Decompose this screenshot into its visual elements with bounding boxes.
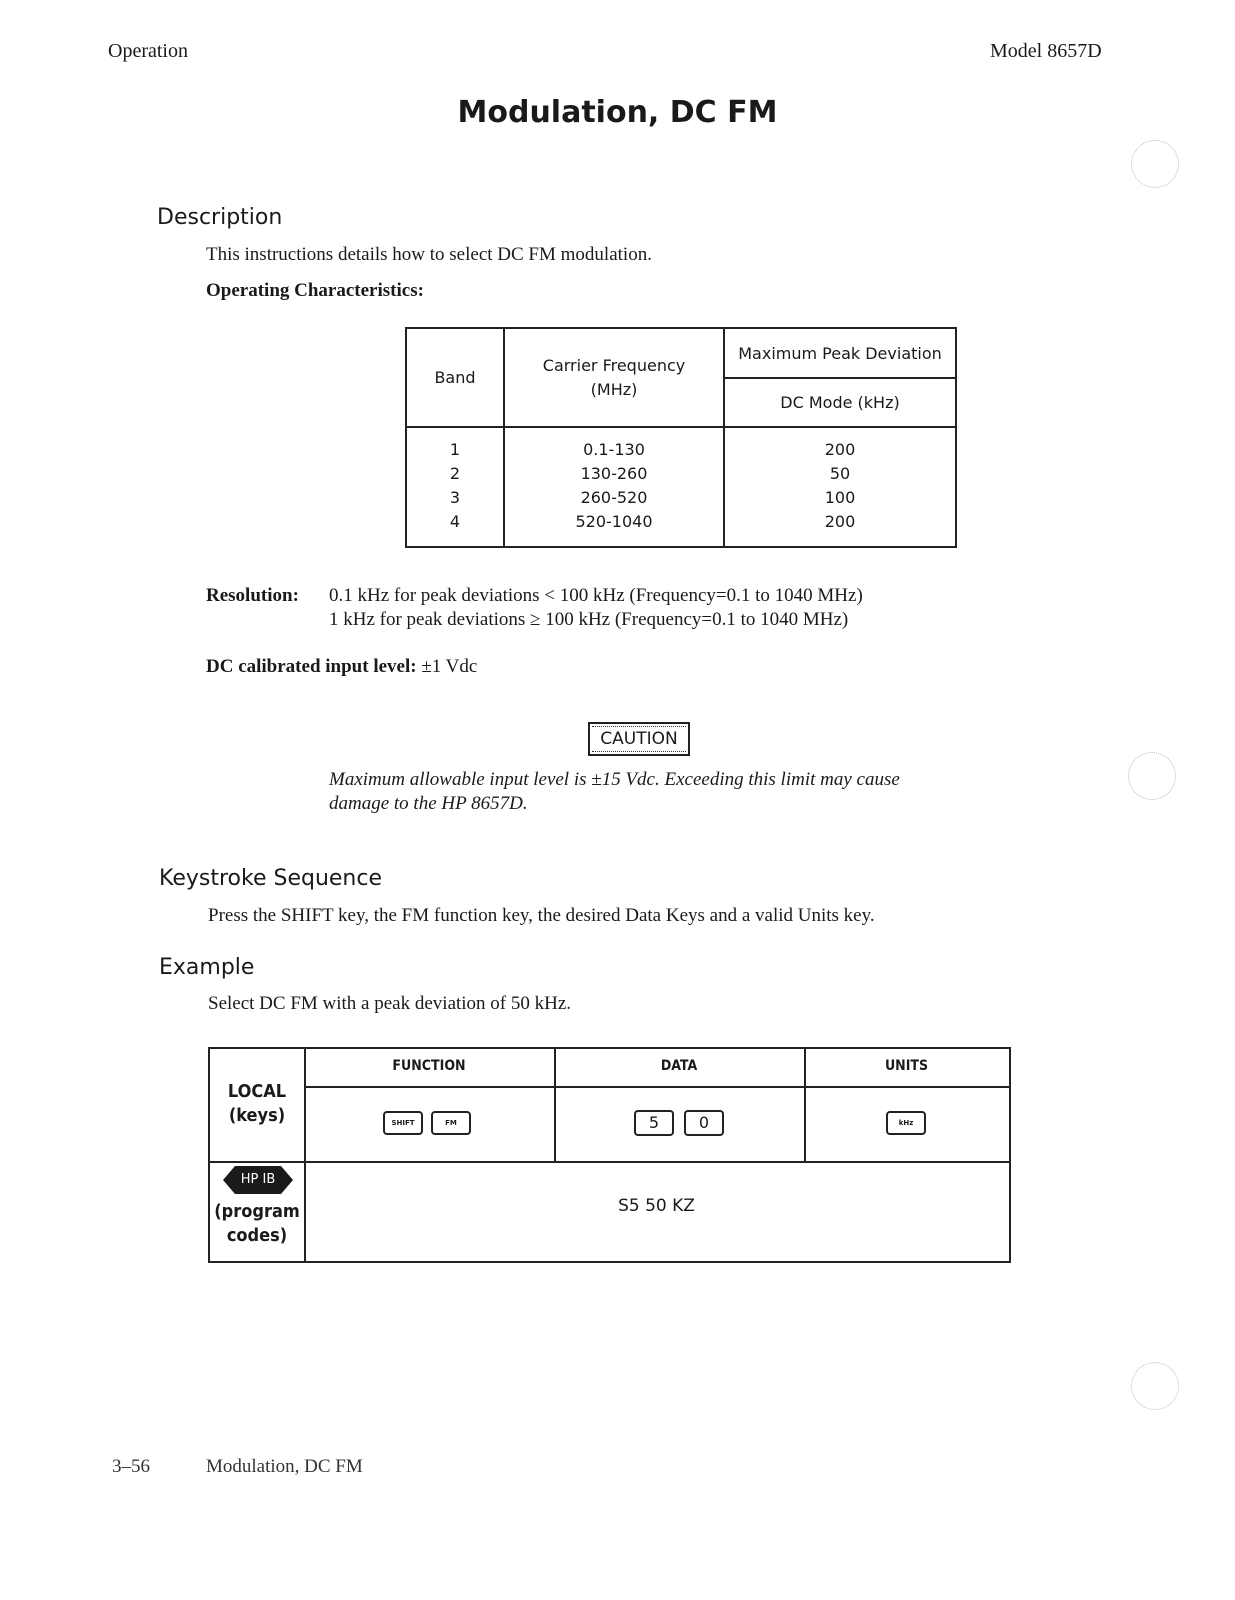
footer-title: Modulation, DC FM — [206, 1456, 363, 1477]
caution-text-line1: Maximum allowable input level is ±15 Vdc. Exceeding this limit may cause — [329, 769, 900, 790]
caution-badge: CAUTION — [588, 722, 690, 756]
units-header: UNITS — [884, 1058, 929, 1074]
description-text: This instructions details how to select DC FM modulation. — [206, 244, 652, 265]
example-text: Select DC FM with a peak deviation of 50 kHz. — [208, 993, 572, 1014]
binder-hole-middle — [1128, 752, 1176, 800]
band-column — [406, 427, 504, 547]
hpib-label: HP IB — [240, 1172, 276, 1187]
local-keys-label — [210, 1080, 304, 1128]
shift-key-icon: SHIFT — [383, 1111, 423, 1135]
dc-input-level — [206, 656, 477, 678]
carrier-header-line2: (MHz) — [590, 379, 638, 399]
keystroke-heading: Keystroke Sequence — [159, 866, 382, 891]
table-row: 1 — [449, 440, 461, 459]
program-code-value: S5 50 KZ — [618, 1196, 695, 1216]
data-key-5-icon: 5 — [634, 1110, 674, 1136]
table-row: 4 — [449, 512, 461, 531]
data-key-0-icon: 0 — [684, 1110, 724, 1136]
program-codes-label — [210, 1200, 304, 1248]
carrier-frequency-header — [504, 328, 724, 427]
table-row: 130-260 — [580, 464, 648, 483]
data-header: DATA — [660, 1058, 698, 1074]
program-label-line1: (program — [214, 1201, 300, 1222]
footer-page-number: 3–56 — [112, 1456, 150, 1477]
table-row: 200 — [824, 512, 856, 531]
local-label-line1: LOCAL — [227, 1081, 287, 1102]
table-row: 2 — [449, 464, 461, 483]
table-row: 50 — [829, 464, 851, 483]
dc-mode-header: DC Mode (kHz) — [724, 378, 956, 427]
function-header: FUNCTION — [392, 1058, 466, 1074]
program-label-line2: codes) — [226, 1225, 288, 1246]
table-row: 520-1040 — [575, 512, 653, 531]
table-row: 0.1-130 — [583, 440, 645, 459]
operating-characteristics-label: Operating Characteristics: — [206, 280, 424, 301]
table-row: 100 — [824, 488, 856, 507]
example-heading: Example — [159, 955, 255, 980]
table-divider — [304, 1049, 306, 1261]
table-row: 3 — [449, 488, 461, 507]
resolution-label: Resolution: — [206, 585, 299, 606]
max-peak-deviation-header: Maximum Peak Deviation — [724, 328, 956, 378]
example-keys-table — [208, 1047, 1011, 1263]
resolution-line1: 0.1 kHz for peak deviations < 100 kHz (Frequency=0.1 to 1040 MHz) — [329, 585, 863, 606]
table-divider — [306, 1086, 1009, 1088]
table-row: 200 — [824, 440, 856, 459]
carrier-column — [504, 427, 724, 547]
khz-key-icon: kHz — [886, 1111, 926, 1135]
local-label-line2: (keys) — [228, 1105, 286, 1126]
binder-hole-top — [1131, 140, 1179, 188]
carrier-header-line1: Carrier Frequency — [542, 355, 686, 375]
binder-hole-bottom — [1131, 1362, 1179, 1410]
dc-input-value: ±1 Vdc — [421, 656, 478, 677]
resolution-line2: 1 kHz for peak deviations ≥ 100 kHz (Frequency=0.1 to 1040 MHz) — [329, 609, 849, 630]
description-heading: Description — [157, 205, 283, 230]
dc-input-label: DC calibrated input level: — [206, 656, 417, 677]
deviation-column — [724, 427, 956, 547]
keystroke-text: Press the SHIFT key, the FM function key, the desired Data Keys and a valid Units key. — [208, 905, 875, 926]
running-header-section: Operation — [108, 40, 188, 62]
table-divider — [210, 1161, 1009, 1163]
operating-characteristics-table — [405, 327, 957, 548]
caution-text-line2: damage to the HP 8657D. — [329, 793, 528, 814]
fm-key-icon: FM — [431, 1111, 471, 1135]
table-row: 260-520 — [580, 488, 648, 507]
page-title: Modulation, DC FM — [457, 95, 778, 130]
running-header-model: Model 8657D — [990, 40, 1102, 62]
band-header: Band — [406, 328, 504, 427]
